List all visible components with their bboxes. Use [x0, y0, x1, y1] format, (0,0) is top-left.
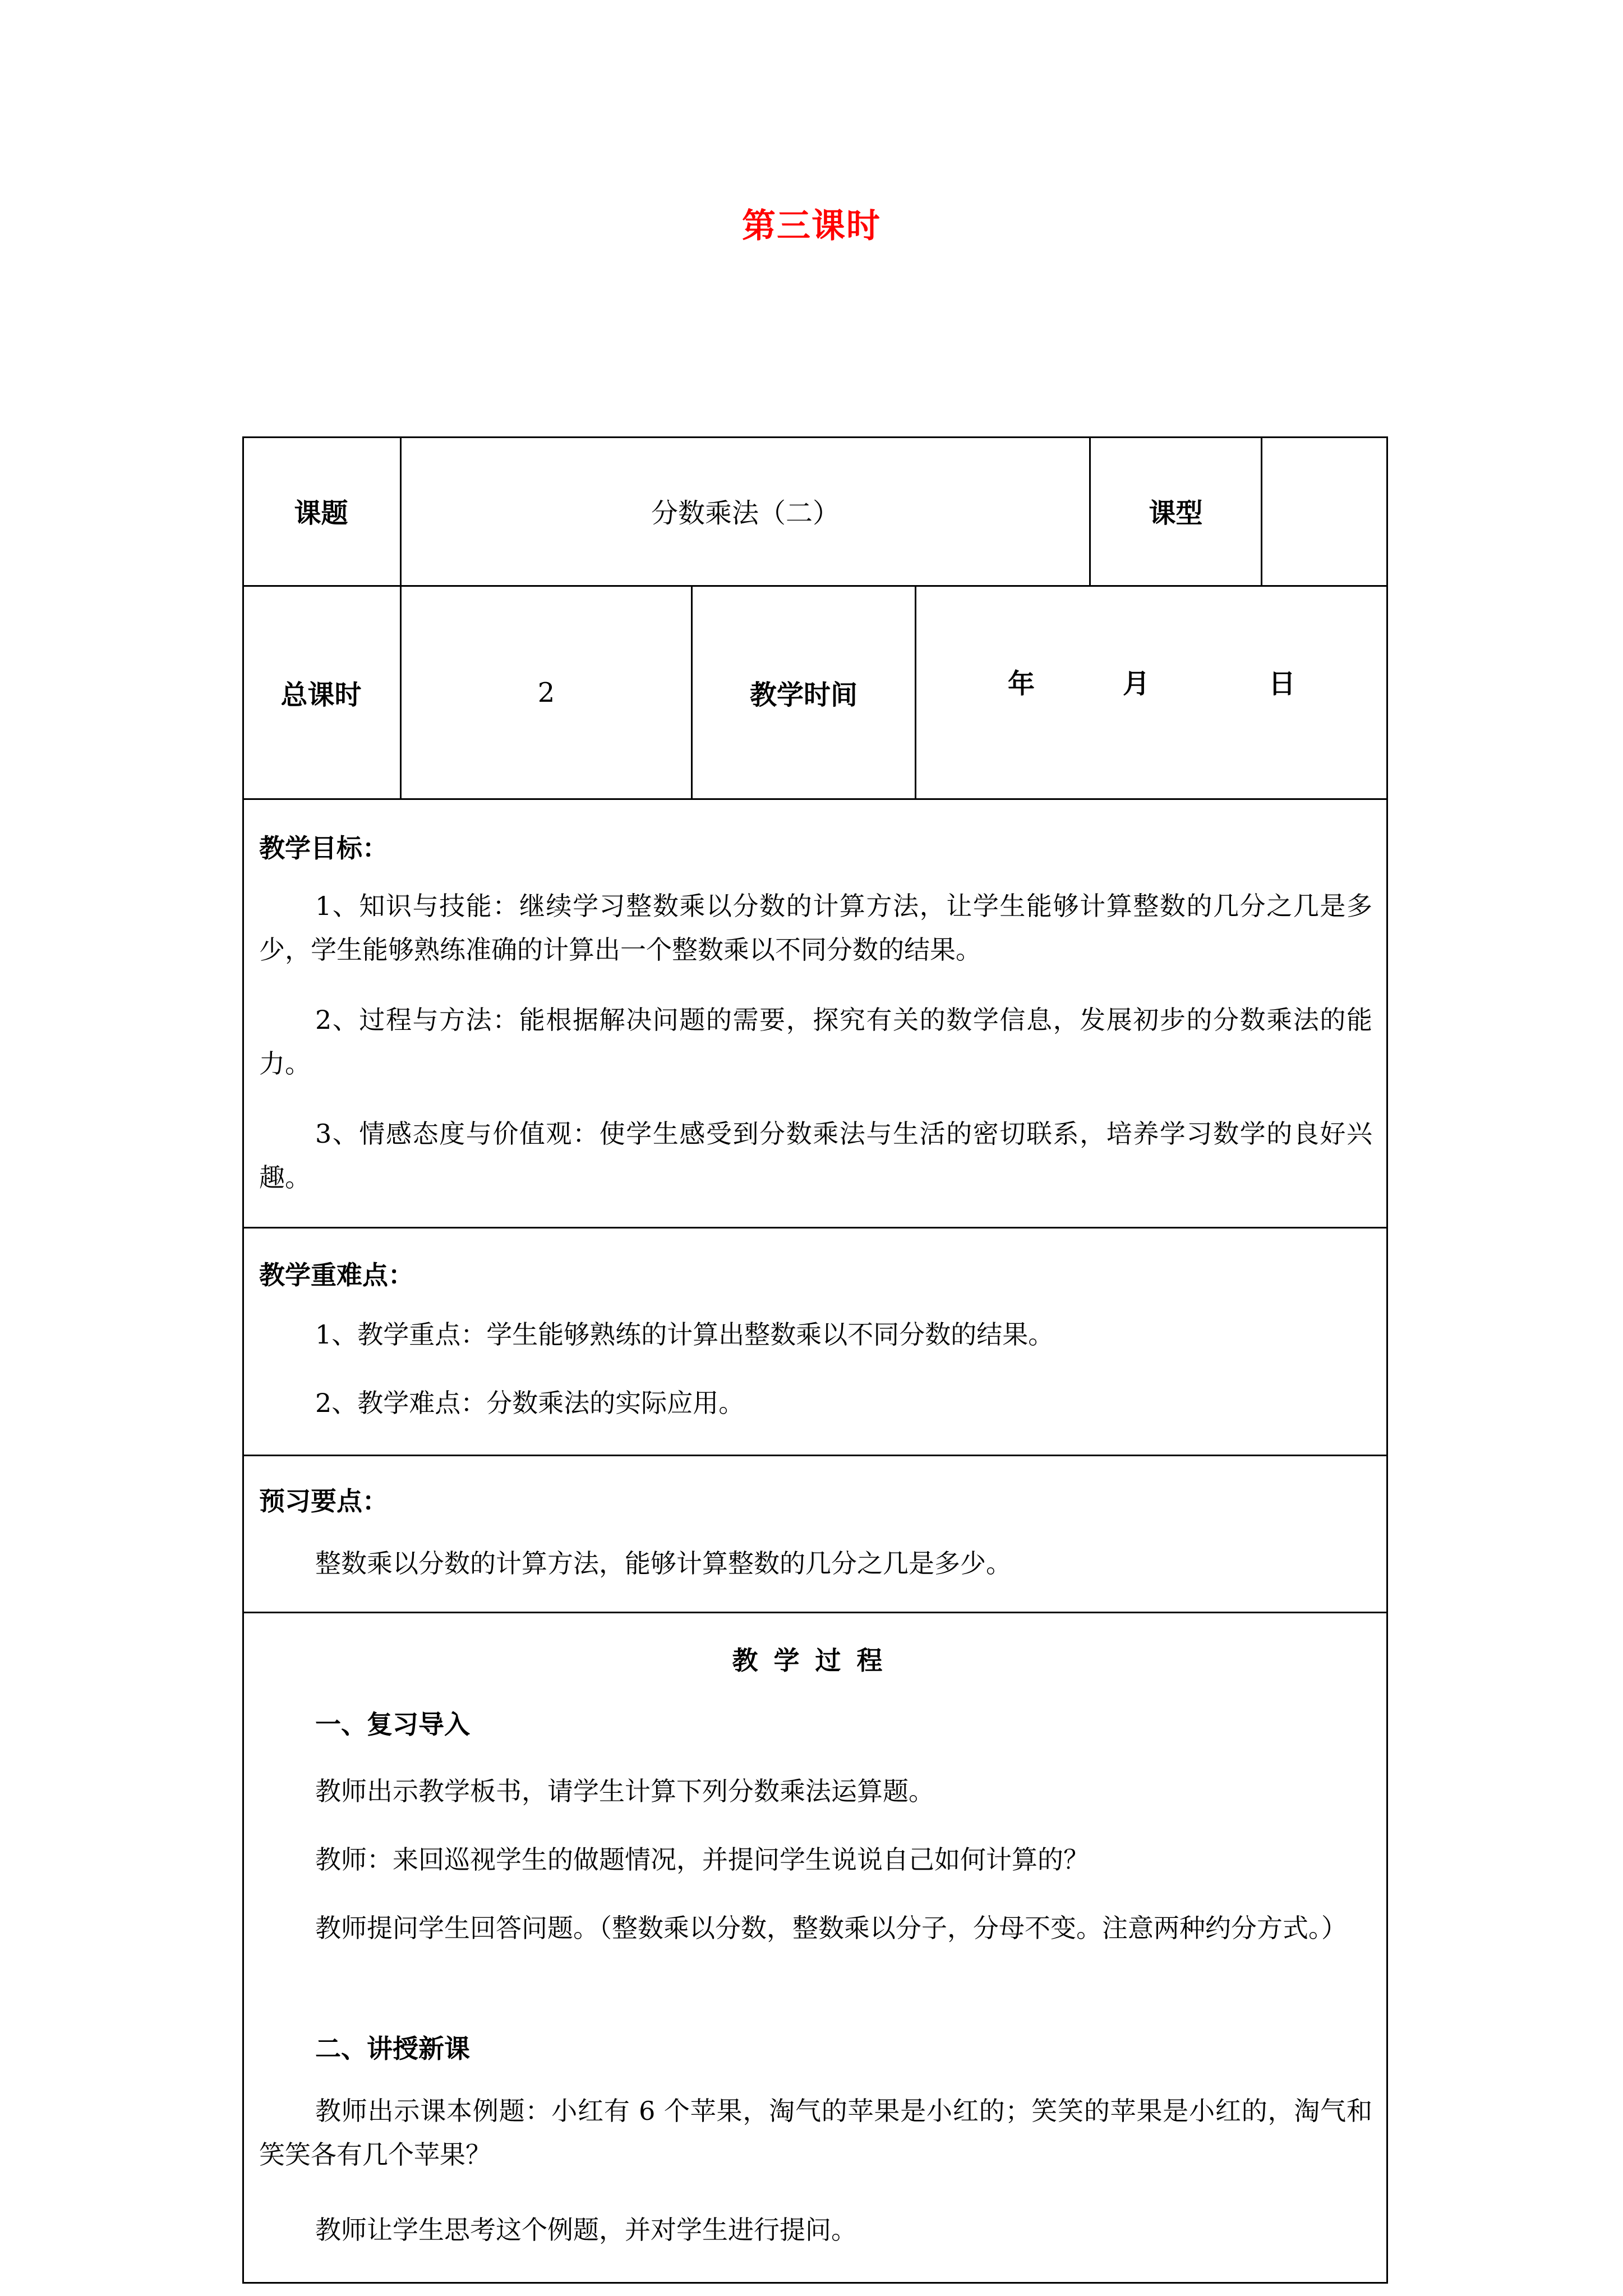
topic-label: 课题: [294, 498, 348, 529]
section-heading: 一、复习导入: [315, 1709, 470, 1740]
section-heading: 二、讲授新课: [315, 2033, 470, 2064]
row-divider: [242, 798, 1388, 800]
preview-text: 整数乘以分数的计算方法，能够计算整数的几分之几是多少。: [315, 1548, 1012, 1579]
keypoint-item: 1、教学重点：学生能够熟练的计算出整数乘以不同分数的结果。: [315, 1319, 1054, 1350]
date-month: 月: [1123, 668, 1150, 700]
process-paragraph: 教师出示课本例题：小红有 6 个苹果，淘气的苹果是小红的；笑笑的苹果是小红的，淘气和笑笑各有几个苹果？: [259, 2096, 1372, 2170]
type-label: 课型: [1149, 498, 1203, 529]
keypoint-item: 2、教学难点：分数乘法的实际应用。: [315, 1388, 745, 1418]
document-title: 第三课时: [742, 206, 881, 246]
process-paragraph: 教师：来回巡视学生的做题情况，并提问学生说说自己如何计算的？: [315, 1844, 1089, 1875]
teaching-time-label: 教学时间: [749, 679, 857, 711]
total-lessons-value: 2: [537, 677, 555, 708]
preview-title: 预习要点：: [259, 1486, 388, 1516]
process-title: 教学过程: [732, 1645, 898, 1676]
keypoints-title: 教学重难点：: [259, 1260, 414, 1290]
process-paragraph: 教师让学生思考这个例题，并对学生进行提问。: [315, 2215, 857, 2245]
objectives-title: 教学目标：: [259, 833, 388, 863]
column-divider: [915, 585, 916, 800]
total-lessons-label: 总课时: [280, 679, 362, 711]
objective-item: 2、过程与方法：能根据解决问题的需要，探究有关的数学信息，发展初步的分数乘法的能力。: [259, 1005, 1372, 1079]
objective-item: 1、知识与技能：继续学习整数乘以分数的计算方法，让学生能够计算整数的几分之几是多少，学生能够熟练准确的计算出一个整数乘以不同分数的结果。: [259, 891, 1372, 965]
row-divider: [242, 1455, 1388, 1456]
process-paragraph: 教师出示教学板书，请学生计算下列分数乘法运算题。: [315, 1776, 934, 1806]
topic-value: 分数乘法（二）: [651, 498, 840, 529]
objective-item: 3、情感态度与价值观：使学生感受到分数乘法与生活的密切联系，培养学习数学的良好兴趣。: [259, 1119, 1372, 1193]
row-divider: [242, 1227, 1388, 1228]
date-day: 日: [1269, 668, 1296, 700]
type-value: [1262, 436, 1388, 585]
row-divider: [242, 1612, 1388, 1613]
date-year: 年: [1008, 668, 1035, 700]
process-paragraph: 教师提问学生回答问题。（整数乘以分数，整数乘以分子，分母不变。注意两种约分方式。）: [315, 1913, 1347, 1943]
